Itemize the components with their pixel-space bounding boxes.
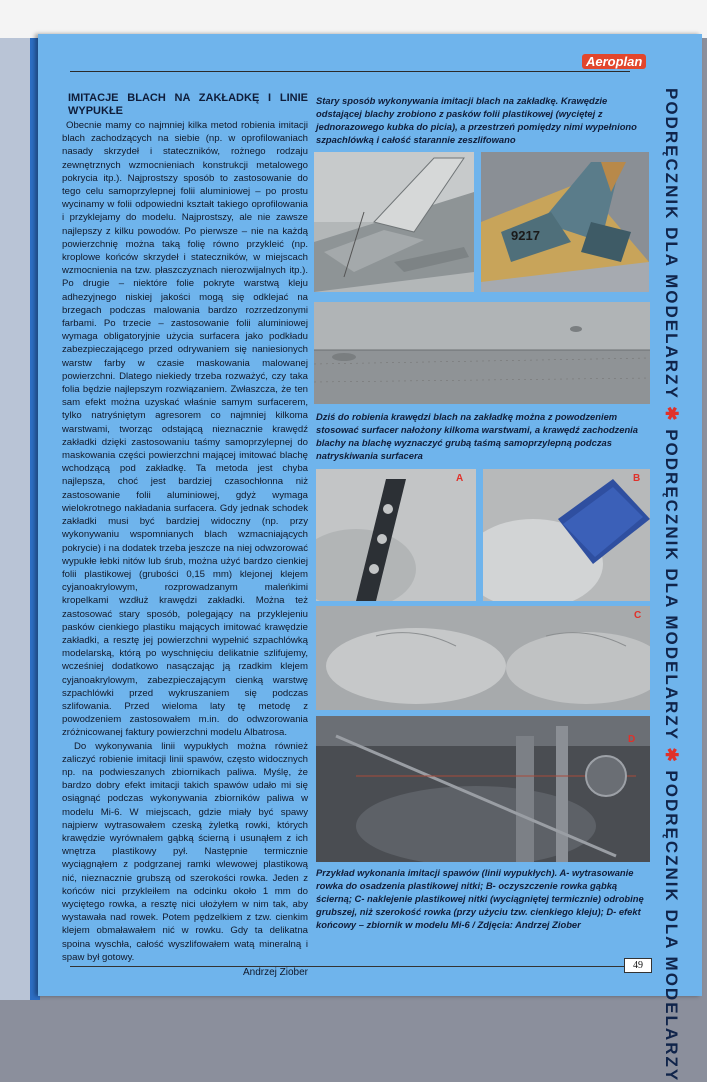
side-banner <box>661 88 681 1082</box>
photo-surfacer-panel <box>314 302 650 404</box>
photo-label-c: C <box>634 610 642 621</box>
side-banner-text-3: PODRĘCZNIK DLA MODELARZY <box>662 770 681 1082</box>
photo-label-b: B <box>633 473 641 484</box>
tail-code: 9217 <box>511 228 540 243</box>
star-icon: ✱ <box>662 747 681 771</box>
scan-background-top <box>0 0 707 38</box>
page-number: 49 <box>624 958 652 973</box>
header-rule <box>70 71 630 72</box>
footer-rule <box>70 966 624 967</box>
side-banner-text-1: PODRĘCZNIK DLA MODELARZY <box>662 88 681 400</box>
article-title: IMITACJE BLACH NA ZAKŁADKĘ I LINIE WYPUKŁE <box>68 92 308 117</box>
photo-d <box>316 716 650 862</box>
caption-middle: Dziś do robienia krawędzi blach na zakładkę można z powodzeniem stosować surfacer nałożony kilkoma warstwami, a krawędź zachodzenia blachy na blachę wyznaczyć grubą taśmą samoprzylepną podczas natryskiwania surfacera <box>316 411 638 461</box>
article-paragraph-2: Do wykonywania linii wypukłych można również zaliczyć robienie imitacji linii spawów, często widocznych np. na podwieszanych zbiornikach paliwa. Myślę, że bardzo dobry efekt imitacji takich spawów udało mi się osiągnąć podczas wykonywania zbiorników paliwa w modelu Mi-6. W miejscach, gdzie miały być spawy najpierw wytrasowałem czeską żyletką rowki, których krawędzie wyrównałem gąbką ścierną i usunąłem z ich wnętrza plastikowy pył. Następnie termicznie wyciągnąłem z podgrzanej ramki wlewowej plastikową nić, nieznacznie grubszą od szerokości rowka. Jeden z końców nici przykleiłem na odcinku około 1 mm do wyciętego rowka, a resztę nici ułożyłem w nim tak, aby wystawała nad rowek. Potem pędzelkiem z tzw. cienkim klejem obmaławałem nić w rowku. Gdy ta delikatna spoina wyschła, całość wyszlifowałem watą mineralną i spaw był gotowy. <box>62 740 308 963</box>
article-column <box>62 92 308 979</box>
photo-c <box>316 606 650 710</box>
photo-a <box>316 469 476 601</box>
photo-label-d: D <box>628 734 636 745</box>
star-icon: ✱ <box>662 406 681 430</box>
side-banner-text-2: PODRĘCZNIK DLA MODELARZY <box>662 429 681 741</box>
article-author: Andrzej Ziober <box>242 967 308 978</box>
photo-camo-tail <box>481 152 649 292</box>
caption-top: Stary sposób wykonywania imitacji blach na zakładkę. Krawędzie odstającej blachy zrobiono z pasków folii plastikowej (wyciętej z jednorazowego kubka do picia), a przestrzeń pomiędzy nimi wypełniono szpachlówką i całość starannie zeszlifowano <box>316 95 637 145</box>
photo-b <box>483 469 650 601</box>
article-paragraph-1: Obecnie mamy co najmniej kilka metod robienia imitacji blach zachodzących na siebie (np. w oprofilowaniach nasady skrzydeł i stateczników, rożnego rodzaju zewnętrznych wzmocnieniach konstrukcji metalowego pokrycia itp.). Najprostszy sposób to zastosowanie do tego celu samoprzylepnej folii aluminiowej – po prostu wycinamy w folii odpowiedni kształt takiego oprofilowania i przyklejamy do modelu. Najprostszy, ale nie zawsze najlepszy z kilku powodów. Po pierwsze – nie na każdą powierzchnię można taką folię równo przykleić (np. kroplowe końców skrzydeł i stateczników, w miejscach wzmocnienia na tzw. płaszczyznach nierozwijalnych itp.). Po drugie – niektóre folie pokryte warstwą kleju adhezyjnego niskiej jakości mogą się odklejać na brzegach podczas malowania bardzo rozrzedzonymi farbami. Po trzecie – zastosowanie folii aluminiowej wymaga obligatoryjnie użycia surfacera jako podkładu zabezpieczającego przed odrywaniem się naniesionych warstw farby w czasie maskowania malowanej powierzchni. Dlatego niekiedy trzeba rozważyć, czy taka folia będzie najlepszym rozwiązaniem. Zwłaszcza, że ten sam efekt można uzyskać właśnie samym surfacerem, tylko natryśniętym agresorem co najmniej kilkoma warstwami, tworząc odstającą nieznacznie krawędź zakładki dzięki zastosowaniu taśmy samoprzylepnej do maskowania części powierzchni mającej imitować blachę wchodzącą pod zakładkę. Ta metoda jest chyba najlepsza, choć jest bardziej czasochłonna niż zastosowanie folii aluminiowej, gdyż wymaga wielokrotnego nakładania surfacera. Gdy jednak schodek zakładki musi być bardziej widoczny (np. przy wykonywaniu wspomnianych blach wzmacniających pokrycie) i na dodatek trzeba jeszcze na niej odwzorować wypukłe łebki nitów lub śrub, można użyć bardzo cienkiej folii plastikowej (grubości 0,15 mm) klejonej klejem cyjanoakrylowym, rozprowadzanym maleńkimi kropelkami wzdłuż krawędzi zakładki. Można też zastosować stary sposób, polegający na przyklejeniu pasków cienkiego plastiku mających imitować krawędzie zakładki, a resztę jej powierzchni wypełnić szpachlówką modelarską, którą po wyschnięciu delikatnie szlifujemy, wcześniej dodatkowo nasączając ją rzadkim klejem cyjanoakrylowym, zabezpieczającym cienką warstwę szpachlówki przed wykruszaniem się podczas szlifowania. Przed wieloma laty tę metodę z powodzeniem zastosowałem m.in. do odwzorowania zróżnicowanej faktury powierzchni modelu Albatrosa. <box>62 120 308 739</box>
magazine-logo: Aeroplan <box>582 54 646 69</box>
caption-bottom: Przykład wykonania imitacji spawów (linii wypukłych). A- wytrasowanie rowka do osadzenia plastikowej nitki; B- oczyszczenie rowka gąbką ścierną; C- naklejenie plastikowej nitki (wyciągniętej termicznie) odrobinę grubszej, niż szerokość rowka (przy użyciu tzw. cienkiego kleju); D- efekt końcowy – zbiornik w modelu Mi-6 / Zdjęcia: Andrzej Ziober <box>316 867 644 930</box>
photo-grey-tail <box>314 152 474 292</box>
photo-label-a: A <box>456 473 464 484</box>
